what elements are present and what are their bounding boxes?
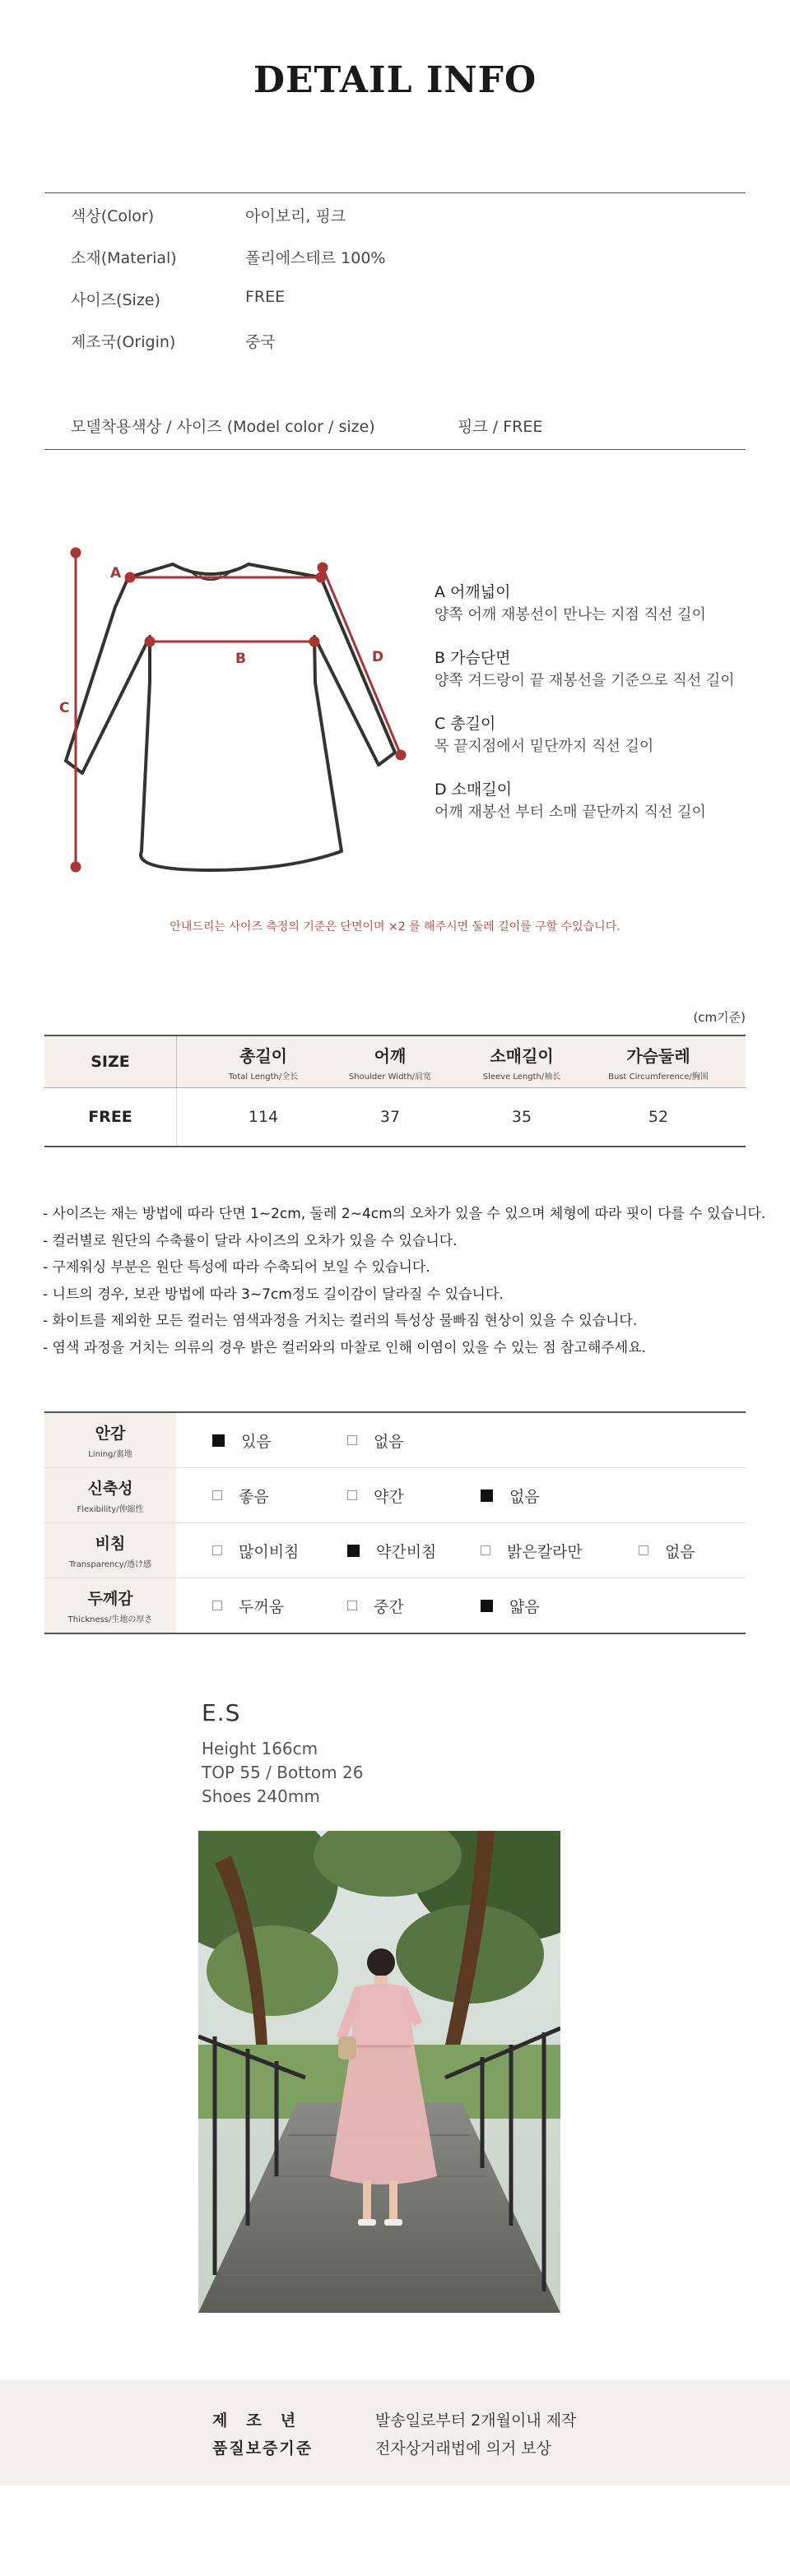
checkbox-empty xyxy=(347,1435,357,1445)
size-measure-note: 안내드리는 사이즈 측정의 기준은 단면이며 ×2 를 해주시면 둘레 길이를 구할 수있습니다. xyxy=(170,920,620,934)
spec-label: 제조국(Origin) xyxy=(71,333,176,351)
attr-option xyxy=(212,1413,272,1467)
model-photo xyxy=(198,1831,560,2313)
col-label-eng: Bust Circumference/胸围 xyxy=(608,1072,709,1082)
diagram-letter-c: C xyxy=(59,700,70,716)
footer-value-warranty: 전자상거래법에 의거 보상 xyxy=(375,2439,551,2458)
model-color-label: 모델착용색상 / 사이즈 (Model color / size) xyxy=(71,418,375,436)
dress-measurement-diagram xyxy=(49,526,428,888)
measure-item-a xyxy=(434,581,764,646)
checkbox-empty xyxy=(639,1545,648,1555)
option-label: 밝은칼라만 xyxy=(507,1542,583,1561)
option-label: 중간 xyxy=(374,1597,404,1616)
attr-label xyxy=(44,1413,176,1467)
attr-row-flexibility xyxy=(44,1468,746,1523)
col-label: 어깨 xyxy=(374,1045,407,1066)
option-label: 약간 xyxy=(374,1487,404,1506)
measure-item-d xyxy=(434,778,764,844)
value-cell xyxy=(193,1088,334,1146)
value-sleeve: 35 xyxy=(511,1108,532,1126)
spec-row-material xyxy=(44,246,746,271)
measure-title: B 가슴단면 xyxy=(434,649,511,667)
attr-row-transparency xyxy=(44,1523,746,1578)
notice-item: - 컬러별로 원단의 수축률이 달라 사이즈의 오차가 있을 수 있습니다. xyxy=(43,1232,458,1249)
attr-label-kor: 안감 xyxy=(95,1425,126,1443)
spec-row-size xyxy=(44,288,746,313)
attr-option xyxy=(212,1578,284,1633)
col-label: 총길이 xyxy=(239,1045,287,1066)
model-top-bottom: TOP 55 / Bottom 26 xyxy=(202,1763,364,1782)
spec-value: FREE xyxy=(245,288,286,306)
diagram-letter-b: B xyxy=(235,651,246,667)
option-label: 있음 xyxy=(241,1432,272,1451)
col-bust xyxy=(588,1036,729,1087)
attr-option xyxy=(481,1523,583,1578)
spec-row-color xyxy=(44,204,746,229)
measure-desc: 목 끝지점에서 밑단까지 직선 길이 xyxy=(434,738,654,755)
value-cell xyxy=(319,1088,461,1146)
option-label: 두꺼움 xyxy=(239,1597,285,1616)
page-title: DETAIL INFO xyxy=(253,59,537,101)
attr-option xyxy=(481,1468,540,1522)
measure-desc: 양쪽 겨드랑이 끝 재봉선을 기준으로 직선 길이 xyxy=(434,672,735,689)
attr-row-lining xyxy=(44,1413,746,1468)
dress-outline xyxy=(66,564,395,870)
attr-option xyxy=(347,1468,404,1522)
diagram-letter-a: A xyxy=(110,565,122,581)
col-label-eng: Sleeve Length/袖长 xyxy=(482,1072,561,1082)
attr-option xyxy=(212,1468,269,1522)
col-sleeve xyxy=(451,1036,592,1087)
footer-label-warranty: 품질보증기준 xyxy=(212,2439,314,2458)
model-shoes: Shoes 240mm xyxy=(202,1786,320,1806)
option-label: 약간비침 xyxy=(376,1542,437,1561)
size-cell: FREE xyxy=(44,1088,177,1146)
value-total-length: 114 xyxy=(248,1108,279,1126)
attr-option xyxy=(347,1413,404,1467)
attr-label-eng: Flexibility/伸縮性 xyxy=(77,1505,144,1514)
col-label-eng: Total Length/全长 xyxy=(228,1072,299,1082)
option-label: 좋음 xyxy=(239,1487,269,1506)
footer-value-manufacture: 발송일로부터 2개월이내 제작 xyxy=(375,2412,577,2430)
diagram-letter-d: D xyxy=(372,649,384,665)
option-label: 없음 xyxy=(509,1487,540,1506)
spec-label: 사이즈(Size) xyxy=(71,291,160,309)
footer-label-manufacture: 제 조 년 xyxy=(212,2412,298,2430)
col-label: 가슴둘레 xyxy=(626,1045,690,1066)
spec-row-origin xyxy=(44,330,746,354)
checkbox-checked xyxy=(481,1490,493,1502)
size-header-cell: SIZE xyxy=(44,1036,177,1087)
col-total-length xyxy=(193,1036,334,1087)
spec-value: 폴리에스테르 100% xyxy=(245,249,386,267)
spec-value: 아이보리, 핑크 xyxy=(245,207,346,225)
checkbox-checked xyxy=(481,1600,493,1612)
value-bust: 52 xyxy=(648,1108,669,1126)
notice-list xyxy=(43,1201,767,1362)
col-shoulder xyxy=(319,1036,461,1087)
notice-item: - 염색 과정을 거치는 의류의 경우 밝은 컬러와의 마찰로 인해 이염이 있을 수 있는 점 참고해주세요. xyxy=(43,1339,647,1356)
option-label: 없음 xyxy=(374,1432,404,1451)
value-shoulder: 37 xyxy=(379,1108,401,1126)
notice-item: - 니트의 경우, 보관 방법에 따라 3~7cm정도 길이감이 달라질 수 있습니다. xyxy=(43,1286,504,1303)
attr-row-thickness xyxy=(44,1578,746,1633)
attr-option xyxy=(212,1523,299,1578)
attr-option xyxy=(347,1523,436,1578)
checkbox-empty xyxy=(347,1490,357,1500)
measure-title: D 소매길이 xyxy=(434,781,513,799)
notice-item: - 화이트를 제외한 모든 컬러는 염색과정을 거치는 컬러의 특성상 물빠짐 현상이 있을 수 있습니다. xyxy=(43,1313,638,1330)
attr-option xyxy=(639,1523,695,1578)
checkbox-empty xyxy=(481,1545,490,1555)
footer-info xyxy=(0,2380,790,2486)
measure-desc: 어깨 재봉선 부터 소매 끝단까지 직선 길이 xyxy=(434,804,706,821)
value-cell xyxy=(588,1088,729,1146)
measure-item-c xyxy=(434,712,764,778)
attr-label xyxy=(44,1523,176,1578)
table-row xyxy=(44,1088,746,1146)
notice-item: - 사이즈는 재는 방법에 따라 단면 1~2cm, 둘레 2~4cm의 오차가 있을 수 있으며 체형에 따라 핏이 다를 수 있습니다. xyxy=(43,1206,766,1222)
col-label: 소매길이 xyxy=(490,1045,554,1066)
model-name: E.S xyxy=(202,1699,241,1726)
fabric-attributes-table xyxy=(44,1411,746,1634)
col-label-eng: Shoulder Width/肩宽 xyxy=(348,1072,432,1082)
attr-label-eng: Transparency/透け感 xyxy=(68,1560,152,1569)
checkbox-checked xyxy=(212,1434,225,1447)
attr-label xyxy=(44,1578,176,1633)
checkbox-empty xyxy=(347,1601,357,1610)
spec-value: 중국 xyxy=(245,333,276,351)
measure-item-b xyxy=(434,646,764,712)
attr-label-kor: 비침 xyxy=(95,1535,126,1553)
attr-option xyxy=(347,1578,404,1633)
spec-label: 소재(Material) xyxy=(71,249,177,267)
measure-title: A 어깨넓이 xyxy=(434,583,511,601)
option-label: 얇음 xyxy=(509,1597,540,1616)
measure-title: C 총길이 xyxy=(434,715,496,733)
size-table xyxy=(44,1035,746,1147)
checkbox-checked xyxy=(347,1545,360,1557)
divider xyxy=(44,192,746,193)
unit-note: (cm기준) xyxy=(693,1010,746,1025)
checkbox-empty xyxy=(212,1545,222,1555)
divider xyxy=(44,449,746,450)
spec-label: 색상(Color) xyxy=(71,207,155,225)
attr-label-kor: 두께감 xyxy=(87,1590,133,1608)
model-height: Height 166cm xyxy=(202,1739,318,1758)
checkbox-empty xyxy=(212,1601,222,1610)
measure-desc: 양쪽 어깨 재봉선이 만나는 지점 직선 길이 xyxy=(434,606,706,623)
attr-option xyxy=(481,1578,540,1633)
option-label: 없음 xyxy=(665,1542,695,1561)
attr-label-kor: 신축성 xyxy=(87,1480,133,1498)
attr-label-eng: Lining/裏地 xyxy=(88,1450,132,1459)
checkbox-empty xyxy=(212,1490,222,1500)
value-cell xyxy=(451,1088,592,1146)
option-label: 많이비침 xyxy=(239,1542,300,1561)
attr-label-eng: Thickness/生地の厚さ xyxy=(67,1615,153,1624)
measurement-guide xyxy=(434,581,764,844)
attr-label xyxy=(44,1468,176,1522)
size-table-header xyxy=(44,1036,746,1088)
model-color-value: 핑크 / FREE xyxy=(458,418,543,436)
notice-item: - 구제워싱 부분은 원단 특성에 따라 수축되어 보일 수 있습니다. xyxy=(43,1259,430,1276)
